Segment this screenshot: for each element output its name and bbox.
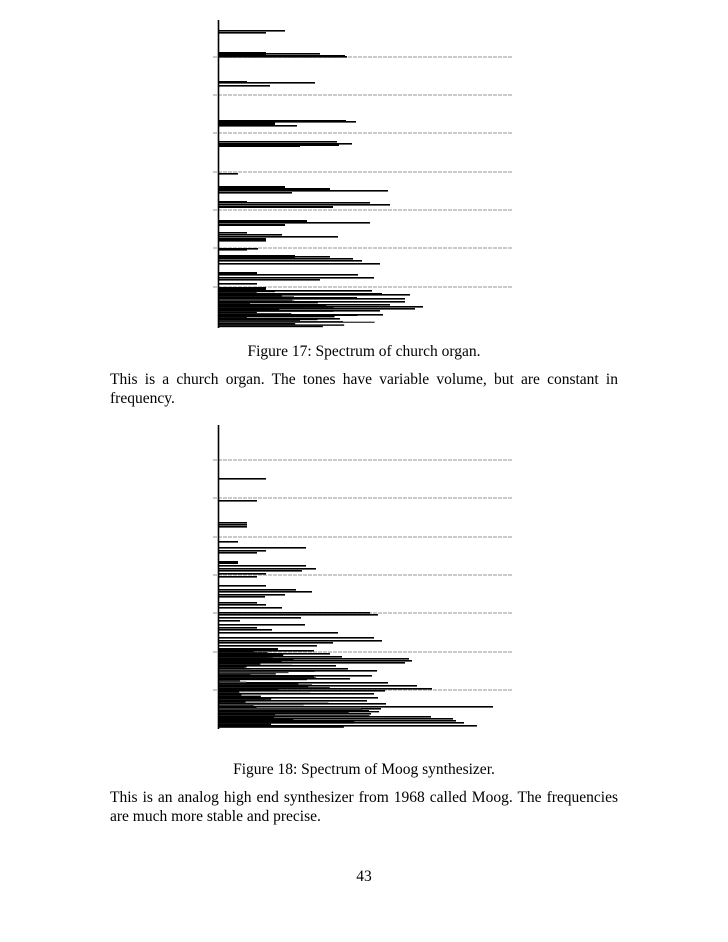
spectrum-bar	[219, 710, 362, 711]
spectrum-bar	[219, 206, 333, 208]
spectrum-bar	[219, 680, 240, 681]
spectrum-bar	[219, 658, 267, 659]
spectrum-bar	[219, 188, 330, 190]
spectrum-bar	[219, 56, 347, 58]
spectrum-bar	[219, 591, 312, 593]
spectrum-bar	[219, 682, 246, 683]
spectrum-bar	[219, 308, 334, 309]
spectrum-bar	[219, 651, 254, 652]
spectrum-bar	[219, 125, 297, 127]
spectrum-bar	[219, 724, 271, 725]
spectrum-bar	[219, 240, 266, 242]
paragraph-moog: This is an analog high end synthesizer from 1968 called Moog. The frequencies are much more stable and precise.	[110, 789, 618, 825]
spectrum-bar	[219, 82, 315, 84]
spectrum-bar	[219, 665, 292, 666]
spectrum-bar	[219, 669, 250, 670]
spectrum-bar	[219, 260, 362, 262]
spectrum-bar	[219, 718, 374, 719]
spectrum-bar	[219, 697, 306, 698]
spectrum-bar	[219, 547, 306, 549]
spectrum-bar	[219, 708, 361, 709]
spectrum-bar	[219, 594, 285, 596]
spectrum-bar	[219, 526, 247, 528]
spectrum-bar	[219, 645, 317, 647]
spectrum-bar	[219, 299, 292, 300]
spectrum-bar	[219, 642, 333, 644]
spectrum-bar	[219, 722, 354, 723]
spectrum-bar	[219, 711, 379, 712]
spectrum-bar	[219, 258, 353, 260]
spectrum-bar	[219, 322, 375, 323]
spectrum-bar	[219, 715, 369, 716]
spectrum-bar	[219, 721, 354, 722]
spectrum-bar	[219, 604, 266, 606]
spectrum-bar	[219, 652, 268, 653]
spectrum-bar	[219, 679, 307, 680]
spectrum-bar	[219, 620, 240, 622]
spectrum-bar	[219, 570, 302, 572]
spectrum-bar	[219, 192, 292, 194]
figure-17-caption: Figure 17: Spectrum of church organ.	[247, 343, 481, 360]
spectrum-bar	[219, 256, 330, 258]
spectrum-bar	[219, 676, 314, 677]
paragraph-church-organ: This is a church organ. The tones have variable volume, but are constant in frequency.	[110, 371, 618, 407]
spectrum-bar	[219, 659, 293, 660]
spectrum-bar	[219, 283, 257, 285]
spectrum-bar	[219, 632, 338, 634]
spectrum-bar	[219, 305, 326, 306]
spectrum-bar	[219, 684, 312, 685]
spectrum-bar	[219, 672, 288, 673]
spectrum-bar	[219, 624, 305, 626]
spectrum-bar	[219, 238, 266, 240]
spectrum-bar	[219, 694, 241, 695]
spectrum-bar	[219, 649, 254, 650]
spectrum-bar	[219, 552, 257, 554]
spectrum-bar	[219, 686, 308, 687]
spectrum-bar	[219, 712, 349, 713]
spectrum-bar	[219, 288, 239, 289]
spectrum-bar	[219, 725, 400, 726]
spectrum-bar	[219, 656, 273, 657]
spectrum-bar	[219, 85, 270, 87]
spectrum-bar	[219, 627, 257, 629]
spectrum-bar	[219, 141, 337, 143]
spectrum-bar	[219, 717, 274, 718]
spectrum-bar	[219, 707, 257, 708]
spectrum-bar	[219, 704, 304, 705]
figure-18-caption: Figure 18: Spectrum of Moog synthesizer.	[233, 761, 495, 778]
spectrum-bar	[219, 648, 255, 649]
spectrum-bar	[219, 640, 382, 642]
spectrum-bar	[219, 316, 335, 317]
figure-18-spectrum-moog	[213, 425, 513, 729]
spectrum-bar	[219, 612, 370, 614]
spectrum-bar	[219, 53, 320, 55]
spectrum-bar	[219, 668, 245, 669]
spectrum-bar	[219, 614, 378, 616]
spectrum-bar	[219, 673, 276, 674]
spectrum-bar	[219, 306, 303, 307]
spectrum-bar	[219, 279, 320, 281]
spectrum-bar	[219, 478, 266, 480]
spectrum-bar	[219, 295, 282, 296]
spectrum-bar	[219, 310, 333, 311]
spectrum-bar	[219, 234, 282, 236]
spectrum-bar	[219, 585, 266, 587]
spectrum-bar	[219, 326, 323, 327]
spectrum-bar	[219, 190, 388, 192]
spectrum-bar	[219, 298, 266, 299]
spectrum-bar	[219, 315, 358, 316]
spectrum-bar	[219, 687, 330, 688]
spectrum-bar	[219, 32, 266, 34]
spectrum-bar	[219, 541, 238, 543]
spectrum-bar	[219, 683, 298, 684]
spectrum-bar	[219, 675, 250, 676]
spectrum-bar	[219, 561, 238, 564]
spectrum-bar	[219, 629, 272, 631]
spectrum-bar	[219, 522, 247, 524]
spectrum-bar	[219, 719, 293, 720]
spectrum-bar	[219, 691, 239, 692]
spectrum-bar	[219, 274, 358, 276]
spectrum-bar	[219, 202, 370, 204]
spectrum-bar	[219, 693, 310, 694]
spectrum-bar	[219, 689, 278, 690]
spectrum-bar	[219, 524, 247, 526]
spectrum-bar	[219, 204, 390, 206]
spectrum-bar	[219, 186, 285, 188]
spectrum-bar	[219, 666, 247, 667]
spectrum-bar	[219, 661, 282, 662]
page-number: 43	[356, 868, 372, 885]
spectrum-bar	[219, 663, 260, 664]
figure-17-spectrum-church-organ	[213, 20, 513, 328]
spectrum-bar	[219, 296, 294, 297]
spectrum-bar	[219, 596, 265, 598]
spectrum-bar	[219, 324, 344, 325]
spectrum-bar	[219, 323, 295, 324]
spectrum-bar	[219, 313, 291, 314]
spectrum-bar	[219, 670, 315, 671]
spectrum-bar	[219, 706, 493, 708]
spectrum-bar	[219, 222, 370, 224]
spectrum-bar	[219, 277, 374, 279]
spectrum-bar	[219, 576, 257, 578]
spectrum-bar	[219, 617, 301, 619]
spectrum-bar	[219, 637, 374, 639]
spectrum-bar	[219, 220, 307, 222]
spectrum-bar	[219, 568, 316, 570]
spectrum-bar	[219, 550, 266, 552]
spectrum-bar	[219, 294, 283, 295]
spectrum-bar	[219, 232, 247, 234]
spectrum-bar	[219, 655, 283, 656]
spectrum-bar	[219, 573, 266, 575]
spectrum-bar	[219, 662, 276, 663]
spectrum-bar	[219, 302, 318, 303]
spectrum-bar	[219, 565, 306, 567]
spectrum-bar	[219, 263, 380, 265]
spectrum-bar	[219, 705, 254, 706]
spectrum-bar	[219, 602, 257, 604]
spectrum-bar	[219, 714, 275, 715]
spectrum-bar	[219, 309, 279, 310]
spectrum-bar	[219, 303, 250, 304]
spectrum-bar	[219, 319, 318, 320]
spectrum-bar	[219, 696, 261, 697]
spectrum-bar	[219, 317, 247, 318]
spectrum-bar	[219, 698, 271, 699]
spectrum-bar	[219, 291, 275, 292]
spectrum-bar	[219, 224, 285, 226]
spectrum-bar	[219, 312, 257, 313]
spectrum-bar	[219, 500, 257, 502]
spectrum-bar	[219, 700, 265, 701]
spectrum-bar	[219, 701, 246, 702]
spectrum-bar	[219, 249, 247, 251]
spectrum-bar	[219, 654, 283, 655]
spectrum-bar	[219, 703, 328, 704]
spectrum-bar	[219, 677, 316, 678]
spectrum-bar	[219, 236, 338, 238]
spectrum-bar	[219, 607, 282, 609]
spectrum-bar	[219, 30, 285, 32]
spectrum-bar	[219, 589, 296, 591]
spectrum-bar	[219, 289, 252, 290]
spectrum-bar	[219, 301, 294, 302]
spectrum-bar	[219, 292, 257, 293]
spectrum-bar	[219, 726, 344, 727]
spectrum-bar	[219, 690, 252, 691]
spectrum-bar	[219, 173, 238, 175]
spectrum-bar	[219, 145, 300, 147]
spectrum-bar	[219, 320, 300, 321]
